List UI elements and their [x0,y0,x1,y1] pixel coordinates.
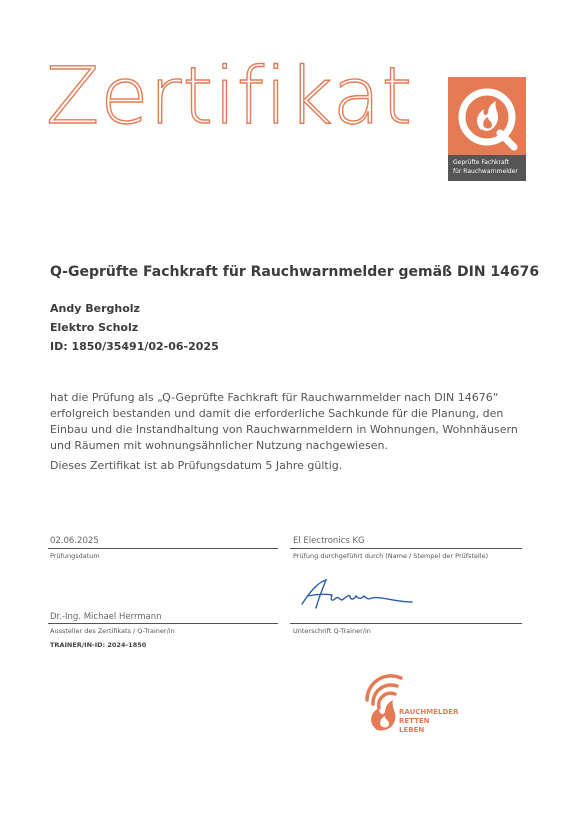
logo-line-2: für Rauchwarnmelder [453,168,518,175]
certificate-id: ID: 1850/35491/02-06-2025 [50,340,219,353]
exam-date-line [48,548,278,549]
handwritten-signature [296,574,416,616]
exam-org-line [290,548,522,549]
signature-caption: Unterschrift Q-Trainer/in [293,627,371,635]
recipient-company: Elektro Scholz [50,321,139,334]
q-certification-logo [448,77,526,181]
exam-date-value: 02.06.2025 [50,536,99,546]
issuer-caption: Aussteller des Zertifikats / Q-Trainer/in [50,627,175,635]
footer-logo-text [399,708,458,735]
logo-line-1: Geprüfte Fachkraft [453,159,510,166]
recipient-name: Andy Bergholz [50,302,140,315]
exam-date-caption: Prüfungsdatum [50,552,100,560]
exam-org-value: El Electronics KG [293,536,365,546]
issuer-line [48,623,278,624]
footer-logo-line-3: LEBEN [399,726,425,734]
exam-org-caption: Prüfung durchgeführt durch (Name / Stempel der Prüfstelle) [293,552,489,560]
certificate-title: Zertifikat [46,52,414,142]
signature-line [290,623,522,624]
certificate-subtitle: Q-Geprüfte Fachkraft für Rauchwarnmelder gemäß DIN 14676 [50,264,540,280]
certificate-body: hat die Prüfung als „Q-Geprüfte Fachkraft für Rauchwarnmelder nach DIN 14676“ erfolgreich bestanden und damit die erforderliche Sachkunde für die Planung, den Einbau und die Instandhaltung von Rauchwarnmeldern in Wohnungen, Wohnhäusern und Räumen mit wohnungsähnlicher Nutzung nachgewiesen. [50,391,518,452]
q-flame-icon [448,77,526,155]
issuer-value: Dr.-Ing. Michael Herrmann [50,612,162,622]
footer-logo-line-1: RAUCHMELDER [399,708,459,716]
validity-note: Dieses Zertifikat ist ab Prüfungsdatum 5 Jahre gültig. [50,459,343,472]
trainer-id: TRAINER/IN-ID: 2024-1850 [50,641,147,649]
footer-logo-line-2: RETTEN [399,717,430,725]
